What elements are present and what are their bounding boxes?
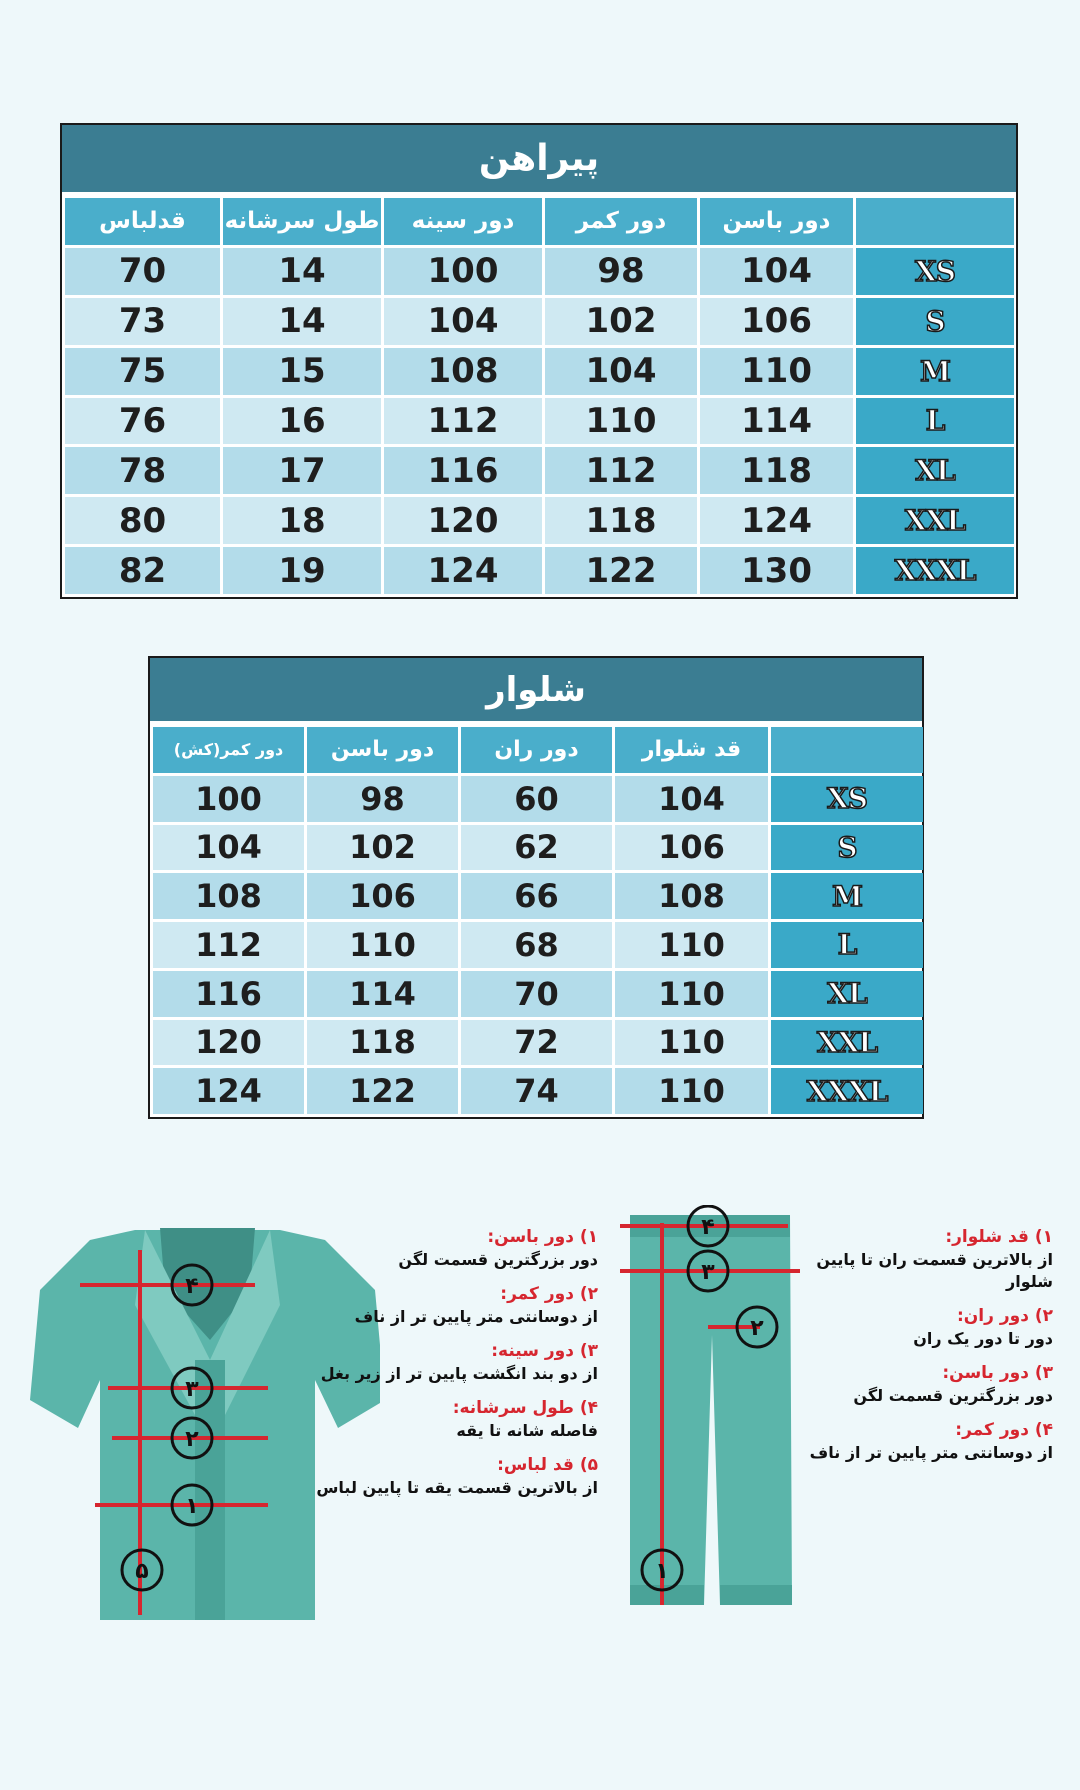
shirt-value-cell: 73 <box>65 298 220 345</box>
pants-table-grid <box>150 724 922 1117</box>
shirt-value-cell: 118 <box>545 497 697 544</box>
shirt-size-label: XS <box>856 248 1014 295</box>
shirt-value-cell: 76 <box>65 398 220 445</box>
pants-value-cell: 104 <box>153 825 304 871</box>
shirt-value-cell: 116 <box>384 447 542 494</box>
shirt-size-table <box>60 123 1018 599</box>
shirt-value-cell: 110 <box>545 398 697 445</box>
shirt-size-label: L <box>856 398 1014 445</box>
pants-value-cell: 110 <box>615 922 768 968</box>
pants-value-cell: 110 <box>307 922 458 968</box>
shirt-value-cell: 124 <box>384 547 542 594</box>
shirt-guide-title: ۳) دور سینه: <box>491 1341 598 1361</box>
pants-value-cell: 60 <box>461 776 612 822</box>
shirt-table-title: پیراهن <box>62 125 1016 195</box>
shirt-value-cell: 14 <box>223 298 381 345</box>
pants-guide-desc: دور تا دور یک ران <box>913 1329 1053 1348</box>
pants-value-cell: 124 <box>153 1068 304 1114</box>
shirt-value-cell: 17 <box>223 447 381 494</box>
pants-value-cell: 116 <box>153 971 304 1017</box>
pants-cuff-right <box>720 1585 792 1605</box>
shirt-guide-item <box>310 1397 598 1442</box>
pants-value-cell: 108 <box>153 873 304 919</box>
shirt-value-cell: 124 <box>700 497 853 544</box>
pants-value-cell: 74 <box>461 1068 612 1114</box>
pants-value-cell: 114 <box>307 971 458 1017</box>
shirt-value-cell: 118 <box>700 447 853 494</box>
shirt-header-cell: دور باسن <box>700 198 853 245</box>
shirt-value-cell: 16 <box>223 398 381 445</box>
pants-value-cell: 72 <box>461 1020 612 1066</box>
pants-value-cell: 122 <box>307 1068 458 1114</box>
pants-header-cell: دور باسن <box>307 727 458 773</box>
shirt-size-label: XXXL <box>856 547 1014 594</box>
pants-value-cell: 62 <box>461 825 612 871</box>
shirt-guide-desc: از بالاترین قسمت یقه تا پایین لباس <box>316 1478 598 1497</box>
pants-size-label: XXL <box>771 1020 923 1066</box>
shirt-value-cell: 104 <box>384 298 542 345</box>
shirt-header-cell <box>856 198 1014 245</box>
pants-guide-item <box>798 1362 1053 1407</box>
pants-header-cell: دور کمر(کش) <box>153 727 304 773</box>
shirt-value-cell: 75 <box>65 348 220 395</box>
shirt-size-label: S <box>856 298 1014 345</box>
shirt-value-cell: 110 <box>700 348 853 395</box>
shirt-value-cell: 82 <box>65 547 220 594</box>
shirt-value-cell: 70 <box>65 248 220 295</box>
pants-marker-3: ۳ <box>701 1260 715 1285</box>
pants-value-cell: 110 <box>615 971 768 1017</box>
shirt-guide-desc: دور بزرگترین قسمت لگن <box>398 1250 598 1269</box>
shirt-value-cell: 80 <box>65 497 220 544</box>
pants-guide-desc: دور بزرگترین قسمت لگن <box>853 1386 1053 1405</box>
pants-guide-item <box>798 1226 1053 1293</box>
pants-guide-title: ۱) قد شلوار: <box>945 1227 1053 1247</box>
shirt-header-cell: قدلباس <box>65 198 220 245</box>
pants-value-cell: 70 <box>461 971 612 1017</box>
pants-size-label: XXXL <box>771 1068 923 1114</box>
pants-size-label: M <box>771 873 923 919</box>
pants-header-cell: قد شلوار <box>615 727 768 773</box>
shirt-guide-item <box>310 1226 598 1271</box>
pants-guide-item <box>798 1419 1053 1464</box>
shirt-header-cell: طول سرشانه <box>223 198 381 245</box>
pants-value-cell: 108 <box>615 873 768 919</box>
shirt-header-cell: دور کمر <box>545 198 697 245</box>
pants-value-cell: 100 <box>153 776 304 822</box>
shirt-guide-desc: از دوسانتی متر پایین تر از ناف <box>354 1307 598 1326</box>
shirt-size-label: M <box>856 348 1014 395</box>
pants-value-cell: 66 <box>461 873 612 919</box>
pants-header-cell: دور ران <box>461 727 612 773</box>
shirt-value-cell: 106 <box>700 298 853 345</box>
shirt-marker-1: ۱ <box>185 1494 199 1519</box>
shirt-value-cell: 78 <box>65 447 220 494</box>
shirt-value-cell: 112 <box>545 447 697 494</box>
pants-header-cell <box>771 727 923 773</box>
shirt-value-cell: 112 <box>384 398 542 445</box>
pants-guide-title: ۳) دور باسن: <box>942 1363 1053 1383</box>
shirt-value-cell: 102 <box>545 298 697 345</box>
pants-table-title: شلوار <box>150 658 922 724</box>
shirt-marker-5: ۵ <box>135 1559 149 1584</box>
shirt-guide-item <box>310 1454 598 1499</box>
shirt-table-grid <box>62 195 1016 597</box>
pants-marker-4: ۴ <box>701 1215 715 1240</box>
shirt-value-cell: 108 <box>384 348 542 395</box>
pants-value-cell: 106 <box>307 873 458 919</box>
shirt-value-cell: 130 <box>700 547 853 594</box>
pants-size-label: XL <box>771 971 923 1017</box>
shirt-guide-title: ۱) دور باسن: <box>487 1227 598 1247</box>
pants-value-cell: 110 <box>615 1020 768 1066</box>
shirt-value-cell: 15 <box>223 348 381 395</box>
shirt-guide-title: ۲) دور کمر: <box>500 1284 598 1304</box>
pants-value-cell: 120 <box>153 1020 304 1066</box>
shirt-guide-item <box>310 1283 598 1328</box>
pants-value-cell: 68 <box>461 922 612 968</box>
shirt-guide-desc: فاصله شانه تا یقه <box>456 1421 598 1440</box>
shirt-value-cell: 114 <box>700 398 853 445</box>
pants-guide-title: ۴) دور کمر: <box>955 1420 1053 1440</box>
pants-size-label: S <box>771 825 923 871</box>
shirt-guide-title: ۵) قد لباس: <box>497 1455 598 1475</box>
shirt-value-cell: 18 <box>223 497 381 544</box>
pants-measurement-guide <box>798 1226 1053 1476</box>
shirt-value-cell: 98 <box>545 248 697 295</box>
shirt-value-cell: 122 <box>545 547 697 594</box>
pants-size-label: L <box>771 922 923 968</box>
shirt-guide-desc: از دو بند انگشت پایین تر از زیر بغل <box>320 1364 598 1383</box>
pants-value-cell: 110 <box>615 1068 768 1114</box>
pants-value-cell: 98 <box>307 776 458 822</box>
shirt-value-cell: 104 <box>700 248 853 295</box>
pants-guide-desc: از دوسانتی متر پایین تر از ناف <box>809 1443 1053 1462</box>
shirt-marker-4: ۴ <box>185 1274 199 1299</box>
shirt-header-cell: دور سینه <box>384 198 542 245</box>
shirt-value-cell: 14 <box>223 248 381 295</box>
pants-value-cell: 112 <box>153 922 304 968</box>
pants-guide-item <box>798 1305 1053 1350</box>
shirt-guide-item <box>310 1340 598 1385</box>
pants-guide-desc: از بالاترین قسمت ران تا پایین شلوار <box>816 1250 1053 1291</box>
pants-value-cell: 106 <box>615 825 768 871</box>
pants-value-cell: 104 <box>615 776 768 822</box>
pants-marker-1: ۱ <box>655 1559 669 1584</box>
shirt-value-cell: 104 <box>545 348 697 395</box>
shirt-marker-3: ۳ <box>185 1377 199 1402</box>
pants-size-table <box>148 656 924 1119</box>
pants-guide-title: ۲) دور ران: <box>957 1306 1053 1326</box>
pants-value-cell: 118 <box>307 1020 458 1066</box>
pants-diagram <box>620 1205 810 1625</box>
shirt-value-cell: 100 <box>384 248 542 295</box>
shirt-marker-2: ۲ <box>185 1427 199 1452</box>
shirt-measurement-guide <box>310 1226 598 1511</box>
shirt-size-label: XL <box>856 447 1014 494</box>
shirt-value-cell: 120 <box>384 497 542 544</box>
shirt-value-cell: 19 <box>223 547 381 594</box>
shirt-size-label: XXL <box>856 497 1014 544</box>
pants-value-cell: 102 <box>307 825 458 871</box>
pants-marker-2: ۲ <box>750 1316 764 1341</box>
shirt-guide-title: ۴) طول سرشانه: <box>452 1398 598 1418</box>
pants-size-label: XS <box>771 776 923 822</box>
